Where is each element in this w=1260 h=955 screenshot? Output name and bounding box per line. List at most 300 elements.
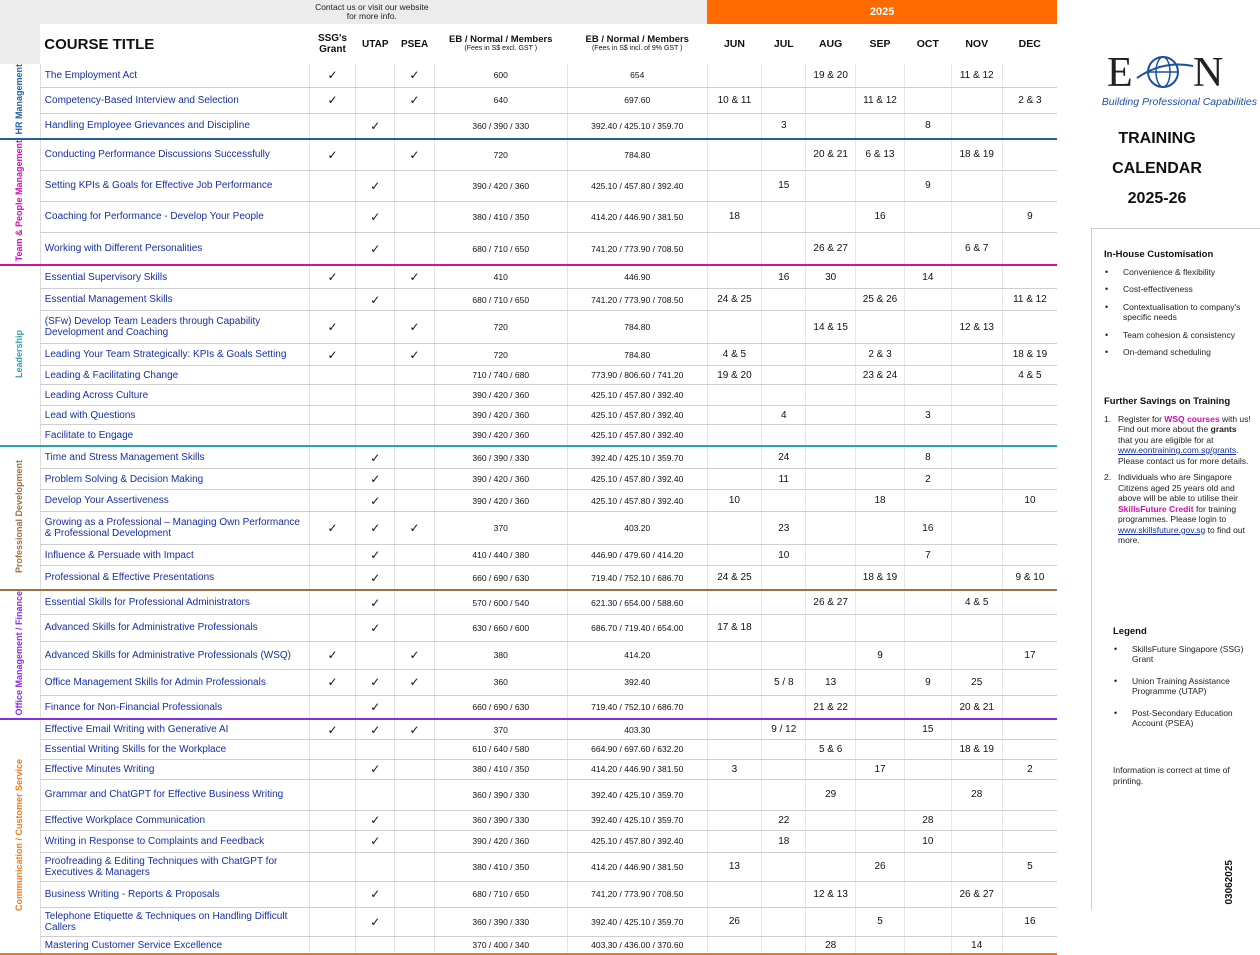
- fee-incl-gst: 414.20 / 446.90 / 381.50: [567, 759, 707, 779]
- date-sep: 26: [855, 852, 904, 881]
- date-dec: [1002, 512, 1057, 545]
- course-title: Writing in Response to Complaints and Feedback: [40, 830, 309, 852]
- course-row: [0, 170, 1057, 201]
- date-jun: 19 & 20: [707, 366, 761, 385]
- fee-incl-gst: 414.20 / 446.90 / 381.50: [567, 852, 707, 881]
- course-row: [0, 810, 1057, 830]
- date-aug: [806, 719, 855, 739]
- ssg-cell: [309, 425, 355, 446]
- fee-excl-gst: 390 / 420 / 360: [434, 490, 567, 512]
- utap-cell: [356, 779, 395, 810]
- course-title: Professional & Effective Presentations: [40, 566, 309, 590]
- date-oct: 8: [905, 113, 951, 138]
- date-oct: [905, 139, 951, 171]
- ssg-cell: [309, 233, 355, 265]
- date-aug: [806, 366, 855, 385]
- date-jul: [762, 881, 806, 907]
- date-aug: 14 & 15: [806, 311, 855, 344]
- psea-cell: ✓: [395, 87, 434, 113]
- fee-excl-gst: 360 / 390 / 330: [434, 113, 567, 138]
- date-jul: [762, 590, 806, 615]
- ssg-cell: [309, 566, 355, 590]
- category-label: Office Management / Finance: [0, 590, 40, 720]
- legend-item: • Union Training Assistance Programme (UTAP): [1113, 676, 1258, 697]
- course-title: Essential Writing Skills for the Workplace: [40, 739, 309, 759]
- utap-cell: [356, 385, 395, 406]
- fee-excl-gst: 390 / 420 / 360: [434, 425, 567, 446]
- date-oct: [905, 852, 951, 881]
- category-label: Team & People Management: [0, 139, 40, 265]
- date-jul: [762, 201, 806, 233]
- date-jun: [707, 446, 761, 469]
- ssg-cell: [309, 615, 355, 641]
- course-row: [0, 385, 1057, 406]
- date-dec: 10: [1002, 490, 1057, 512]
- ssg-cell: [309, 779, 355, 810]
- fee-excl-header: EB / Normal / Members (Fees in S$ excl. GST ): [448, 34, 553, 52]
- grants-link[interactable]: www.eontraining.com.sg/grants: [1118, 445, 1237, 455]
- calendar-title-2: CALENDAR: [1112, 160, 1202, 177]
- date-dec: [1002, 170, 1057, 201]
- date-jul: 15: [762, 170, 806, 201]
- psea-cell: [395, 490, 434, 512]
- date-jul: 11: [762, 469, 806, 490]
- course-title: Advanced Skills for Administrative Professionals (WSQ): [40, 641, 309, 669]
- utap-cell: [356, 739, 395, 759]
- fee-excl-gst: 660 / 690 / 630: [434, 696, 567, 720]
- course-title: Office Management Skills for Admin Professionals: [40, 669, 309, 695]
- course-title: Growing as a Professional – Managing Own Performance & Professional Development: [40, 512, 309, 545]
- date-sep: [855, 233, 904, 265]
- fee-excl-gst: 640: [434, 87, 567, 113]
- date-nov: 4 & 5: [951, 590, 1002, 615]
- year-bar: 2025: [707, 0, 1057, 24]
- course-title: Handling Employee Grievances and Discipline: [40, 113, 309, 138]
- date-sep: [855, 590, 904, 615]
- date-nov: 20 & 21: [951, 696, 1002, 720]
- date-nov: 28: [951, 779, 1002, 810]
- date-aug: [806, 469, 855, 490]
- course-row: [0, 233, 1057, 265]
- ssg-cell: [309, 201, 355, 233]
- date-aug: [806, 113, 855, 138]
- date-oct: [905, 87, 951, 113]
- course-row: [0, 907, 1057, 936]
- course-title: Time and Stress Management Skills: [40, 446, 309, 469]
- date-nov: [951, 201, 1002, 233]
- date-aug: [806, 406, 855, 425]
- date-jul: [762, 385, 806, 406]
- date-aug: [806, 344, 855, 366]
- ssg-cell: ✓: [309, 641, 355, 669]
- date-nov: [951, 446, 1002, 469]
- fee-incl-gst: 425.10 / 457.80 / 392.40: [567, 406, 707, 425]
- course-title: Grammar and ChatGPT for Effective Business Writing: [40, 779, 309, 810]
- course-title: The Employment Act: [40, 64, 309, 87]
- savings-item-1: 1. Register for WSQ courses with us! Find out more about the grants that you are eligible for at www.eontraining.com.sg/grants. Please contact us for more details.: [1104, 413, 1251, 466]
- fee-excl-gst: 570 / 600 / 540: [434, 590, 567, 615]
- date-jul: 16: [762, 265, 806, 289]
- utap-header: UTAP: [362, 38, 389, 50]
- date-oct: [905, 739, 951, 759]
- date-sep: [855, 446, 904, 469]
- date-dec: 16: [1002, 907, 1057, 936]
- fee-incl-gst: 425.10 / 457.80 / 392.40: [567, 830, 707, 852]
- date-aug: 26 & 27: [806, 233, 855, 265]
- course-row: [0, 696, 1057, 720]
- date-nov: [951, 265, 1002, 289]
- fee-incl-gst: 719.40 / 752.10 / 686.70: [567, 696, 707, 720]
- ssg-cell: ✓: [309, 512, 355, 545]
- date-jun: 13: [707, 852, 761, 881]
- course-title: Influence & Persuade with Impact: [40, 545, 309, 566]
- date-jun: 24 & 25: [707, 566, 761, 590]
- psea-cell: [395, 406, 434, 425]
- course-row: [0, 830, 1057, 852]
- course-title: Effective Email Writing with Generative AI: [40, 719, 309, 739]
- inhouse-item: • On-demand scheduling: [1104, 347, 1260, 358]
- fee-excl-gst: 370: [434, 512, 567, 545]
- psea-cell: [395, 696, 434, 720]
- course-row: [0, 344, 1057, 366]
- category-label: HR Management: [0, 64, 40, 139]
- date-dec: [1002, 406, 1057, 425]
- utap-cell: ✓: [356, 830, 395, 852]
- psea-cell: [395, 830, 434, 852]
- course-title-header: COURSE TITLE: [44, 35, 155, 53]
- fee-incl-gst: 697.60: [567, 87, 707, 113]
- month-header-jun: JUN: [723, 38, 745, 50]
- psea-cell: ✓: [395, 512, 434, 545]
- fee-excl-gst: 680 / 710 / 650: [434, 289, 567, 311]
- utap-cell: [356, 265, 395, 289]
- psea-cell: [395, 233, 434, 265]
- course-row: [0, 366, 1057, 385]
- date-aug: [806, 852, 855, 881]
- utap-cell: ✓: [356, 696, 395, 720]
- date-oct: [905, 641, 951, 669]
- date-jul: [762, 87, 806, 113]
- date-dec: 4 & 5: [1002, 366, 1057, 385]
- date-jun: [707, 425, 761, 446]
- date-sep: [855, 64, 904, 87]
- legend-title: Legend: [1113, 626, 1147, 637]
- date-jun: [707, 881, 761, 907]
- ssg-cell: [309, 113, 355, 138]
- date-sep: 25 & 26: [855, 289, 904, 311]
- date-nov: [951, 170, 1002, 201]
- fee-incl-gst: 686.70 / 719.40 / 654.00: [567, 615, 707, 641]
- utap-cell: [356, 311, 395, 344]
- ssg-cell: [309, 739, 355, 759]
- date-sep: 11 & 12: [855, 87, 904, 113]
- date-aug: 29: [806, 779, 855, 810]
- date-sep: 17: [855, 759, 904, 779]
- date-oct: [905, 696, 951, 720]
- fee-incl-gst: 392.40: [567, 669, 707, 695]
- date-jun: [707, 469, 761, 490]
- fee-incl-gst: 784.80: [567, 311, 707, 344]
- course-row: [0, 936, 1057, 954]
- date-jun: [707, 170, 761, 201]
- date-nov: 18 & 19: [951, 139, 1002, 171]
- date-dec: [1002, 311, 1057, 344]
- utap-cell: ✓: [356, 566, 395, 590]
- fee-incl-gst: 719.40 / 752.10 / 686.70: [567, 566, 707, 590]
- fee-incl-gst: 392.40 / 425.10 / 359.70: [567, 779, 707, 810]
- date-jul: 18: [762, 830, 806, 852]
- category-label: Professional Development: [0, 446, 40, 590]
- psea-cell: [395, 469, 434, 490]
- utap-cell: ✓: [356, 201, 395, 233]
- course-row: [0, 566, 1057, 590]
- calendar-title-1: TRAINING: [1118, 130, 1196, 147]
- course-row: [0, 289, 1057, 311]
- utap-cell: ✓: [356, 446, 395, 469]
- date-dec: [1002, 696, 1057, 720]
- date-jun: [707, 719, 761, 739]
- psea-cell: [395, 385, 434, 406]
- date-jun: 18: [707, 201, 761, 233]
- date-dec: [1002, 779, 1057, 810]
- date-oct: 3: [905, 406, 951, 425]
- date-nov: [951, 719, 1002, 739]
- date-jun: 4 & 5: [707, 344, 761, 366]
- date-jun: [707, 113, 761, 138]
- fee-excl-gst: 410: [434, 265, 567, 289]
- date-oct: [905, 289, 951, 311]
- info-note: Information is correct at time of printing.: [1113, 765, 1230, 786]
- fee-excl-gst: 720: [434, 311, 567, 344]
- date-jun: 10 & 11: [707, 87, 761, 113]
- ssg-cell: [309, 907, 355, 936]
- date-sep: 18: [855, 490, 904, 512]
- fee-incl-gst: 654: [567, 64, 707, 87]
- date-jul: [762, 641, 806, 669]
- course-title: Essential Management Skills: [40, 289, 309, 311]
- date-nov: 6 & 7: [951, 233, 1002, 265]
- ssg-cell: [309, 696, 355, 720]
- date-aug: 13: [806, 669, 855, 695]
- ssg-cell: ✓: [309, 87, 355, 113]
- ssg-cell: [309, 406, 355, 425]
- fee-incl-gst: 425.10 / 457.80 / 392.40: [567, 469, 707, 490]
- fee-incl-gst: 425.10 / 457.80 / 392.40: [567, 170, 707, 201]
- date-aug: 26 & 27: [806, 590, 855, 615]
- month-header-jul: JUL: [773, 38, 794, 50]
- psea-cell: [395, 446, 434, 469]
- date-aug: [806, 425, 855, 446]
- date-jun: [707, 512, 761, 545]
- skillsfuture-link[interactable]: www.skillsfuture.gov.sg: [1118, 524, 1206, 535]
- ssg-cell: ✓: [309, 669, 355, 695]
- date-aug: [806, 170, 855, 201]
- date-oct: 16: [905, 512, 951, 545]
- date-jun: [707, 265, 761, 289]
- date-jun: [707, 936, 761, 954]
- fee-excl-gst: 710 / 740 / 680: [434, 366, 567, 385]
- fee-incl-gst: 403.30: [567, 719, 707, 739]
- date-nov: [951, 406, 1002, 425]
- ssg-cell: [309, 545, 355, 566]
- date-dec: [1002, 719, 1057, 739]
- date-sep: [855, 113, 904, 138]
- course-row: [0, 852, 1057, 881]
- date-jun: [707, 669, 761, 695]
- date-oct: [905, 233, 951, 265]
- date-oct: [905, 759, 951, 779]
- psea-cell: ✓: [395, 64, 434, 87]
- date-nov: [951, 490, 1002, 512]
- fee-excl-gst: 630 / 660 / 600: [434, 615, 567, 641]
- psea-cell: [395, 545, 434, 566]
- inhouse-section: [1104, 250, 1260, 365]
- utap-cell: ✓: [356, 759, 395, 779]
- fee-incl-gst: 392.40 / 425.10 / 359.70: [567, 810, 707, 830]
- date-dec: [1002, 881, 1057, 907]
- date-nov: [951, 810, 1002, 830]
- fee-excl-gst: 390 / 420 / 360: [434, 406, 567, 425]
- psea-cell: [395, 852, 434, 881]
- date-sep: [855, 385, 904, 406]
- ssg-cell: [309, 936, 355, 954]
- date-aug: [806, 907, 855, 936]
- date-jul: 5 / 8: [762, 669, 806, 695]
- date-jul: [762, 289, 806, 311]
- course-row: [0, 739, 1057, 759]
- logo-tagline: Building Professional Capabilities: [1101, 96, 1257, 108]
- ssg-cell: [309, 852, 355, 881]
- psea-header: PSEA: [400, 38, 429, 50]
- corner-cell: [0, 0, 40, 24]
- utap-cell: ✓: [356, 590, 395, 615]
- psea-cell: [395, 201, 434, 233]
- date-nov: [951, 289, 1002, 311]
- utap-cell: ✓: [356, 113, 395, 138]
- date-sep: [855, 779, 904, 810]
- fee-excl-gst: 370 / 400 / 340: [434, 936, 567, 954]
- date-aug: [806, 615, 855, 641]
- date-jun: [707, 830, 761, 852]
- course-row: [0, 469, 1057, 490]
- ssg-cell: [309, 289, 355, 311]
- psea-cell: ✓: [395, 139, 434, 171]
- date-sep: [855, 881, 904, 907]
- course-title: Conducting Performance Discussions Successfully: [40, 139, 309, 171]
- date-oct: [905, 201, 951, 233]
- date-sep: [855, 810, 904, 830]
- month-header-sep: SEP: [869, 38, 891, 50]
- date-jul: [762, 344, 806, 366]
- savings-section: [1104, 397, 1252, 552]
- utap-cell: ✓: [356, 669, 395, 695]
- legend-item: • SkillsFuture Singapore (SSG) Grant: [1113, 644, 1258, 665]
- date-oct: [905, 615, 951, 641]
- date-jun: 26: [707, 907, 761, 936]
- course-row: [0, 425, 1057, 446]
- date-sep: 16: [855, 201, 904, 233]
- course-title: Business Writing - Reports & Proposals: [40, 881, 309, 907]
- date-oct: [905, 907, 951, 936]
- course-title: Working with Different Personalities: [40, 233, 309, 265]
- date-dec: [1002, 265, 1057, 289]
- date-dec: [1002, 64, 1057, 87]
- utap-cell: [356, 852, 395, 881]
- date-dec: 2: [1002, 759, 1057, 779]
- course-title: Facilitate to Engage: [40, 425, 309, 446]
- eon-logo: [1097, 48, 1247, 94]
- date-aug: 20 & 21: [806, 139, 855, 171]
- psea-cell: ✓: [395, 311, 434, 344]
- date-sep: [855, 469, 904, 490]
- course-row: [0, 719, 1057, 739]
- course-row: [0, 759, 1057, 779]
- fee-excl-gst: 390 / 420 / 360: [434, 170, 567, 201]
- date-dec: 17: [1002, 641, 1057, 669]
- psea-cell: ✓: [395, 265, 434, 289]
- ssg-cell: [309, 590, 355, 615]
- date-jul: 24: [762, 446, 806, 469]
- date-dec: [1002, 810, 1057, 830]
- date-jul: [762, 311, 806, 344]
- utap-cell: [356, 87, 395, 113]
- date-aug: [806, 759, 855, 779]
- date-nov: [951, 830, 1002, 852]
- course-row: [0, 64, 1057, 87]
- fee-excl-gst: 360: [434, 669, 567, 695]
- psea-cell: ✓: [395, 641, 434, 669]
- savings-item-2: 2. Individuals who are Singapore Citizens aged 25 years old and above will be able to utilise their SkillsFuture Credit for training programmes. Please login to www.skillsfuture.gov.sg to find out more.: [1104, 472, 1245, 545]
- ssg-cell: ✓: [309, 344, 355, 366]
- date-jun: [707, 779, 761, 810]
- course-title: (SFw) Develop Team Leaders through Capability Development and Coaching: [40, 311, 309, 344]
- date-aug: 21 & 22: [806, 696, 855, 720]
- fee-excl-gst: 360 / 390 / 330: [434, 907, 567, 936]
- course-title: Leading Your Team Strategically: KPIs & Goals Setting: [40, 344, 309, 366]
- date-nov: [951, 366, 1002, 385]
- fee-excl-gst: 680 / 710 / 650: [434, 233, 567, 265]
- date-oct: 9: [905, 669, 951, 695]
- date-oct: 7: [905, 545, 951, 566]
- calendar-title-3: 2025-26: [1127, 190, 1187, 207]
- course-title: Leading Across Culture: [40, 385, 309, 406]
- date-aug: [806, 512, 855, 545]
- inhouse-item: • Team cohesion & consistency: [1104, 330, 1260, 341]
- ssg-cell: [309, 446, 355, 469]
- date-dec: [1002, 113, 1057, 138]
- date-nov: [951, 344, 1002, 366]
- utap-cell: [356, 366, 395, 385]
- date-jun: [707, 64, 761, 87]
- date-jul: [762, 852, 806, 881]
- date-aug: [806, 87, 855, 113]
- fee-excl-gst: 660 / 690 / 630: [434, 566, 567, 590]
- date-sep: [855, 406, 904, 425]
- utap-cell: [356, 425, 395, 446]
- svg-text:E: E: [1107, 50, 1133, 96]
- date-sep: [855, 512, 904, 545]
- inhouse-item: • Convenience & flexibility: [1104, 267, 1260, 278]
- ssg-cell: [309, 490, 355, 512]
- fee-excl-gst: 410 / 440 / 380: [434, 545, 567, 566]
- date-oct: [905, 490, 951, 512]
- fee-excl-gst: 600: [434, 64, 567, 87]
- fee-excl-gst: 390 / 420 / 360: [434, 469, 567, 490]
- date-nov: 18 & 19: [951, 739, 1002, 759]
- date-jul: [762, 139, 806, 171]
- date-nov: [951, 425, 1002, 446]
- fee-incl-gst: 414.20 / 446.90 / 381.50: [567, 201, 707, 233]
